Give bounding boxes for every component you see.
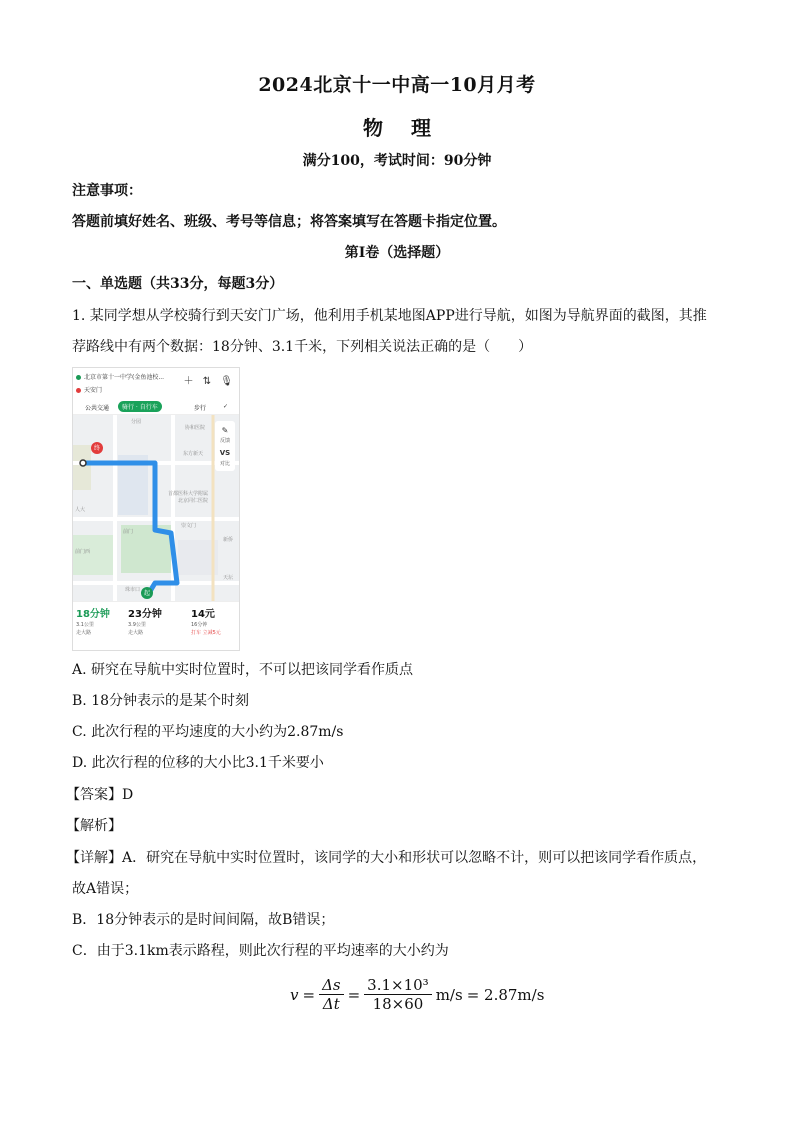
- start-marker-label: 起: [143, 590, 151, 597]
- side-tool-feedback: 反馈: [219, 438, 231, 444]
- answer: 【答案】D: [66, 787, 134, 803]
- mode-bike: 骑行 · 自行车: [118, 401, 162, 412]
- place-label: 前门西: [75, 549, 91, 555]
- option-d: D. 此次行程的位移的大小比3.1千米要小: [72, 755, 324, 771]
- place-label: 北京同仁医院: [178, 498, 209, 504]
- microphone-icon: 🎙: [220, 376, 233, 387]
- place-label: 崇文门: [181, 523, 197, 529]
- formula-equals: =: [347, 985, 361, 1004]
- exam-meta: 满分100，考试时间：90分钟: [302, 153, 492, 169]
- route-note: 打车 立减5元: [191, 630, 221, 636]
- map-search-panel: [73, 368, 239, 412]
- fraction-values: [364, 976, 432, 1013]
- place-label: 首都医科大学附属: [168, 491, 209, 497]
- formula-lhs: v: [290, 985, 299, 1004]
- route-note: 走大路: [76, 630, 92, 636]
- page-title: 2024北京十一中高一10月月考: [258, 74, 536, 96]
- place-label: 珠市口: [125, 587, 141, 593]
- map-view: [73, 415, 239, 601]
- detail-c: C．由于3.1km表示路程，则此次行程的平均速率的大小约为: [72, 943, 449, 959]
- fraction-denominator: 18×60: [372, 995, 424, 1013]
- place-label: 协和医院: [185, 425, 206, 431]
- detail-line2: 故A错误；: [72, 881, 139, 897]
- place-label: 分园: [131, 419, 142, 425]
- route-time: 18分钟: [76, 609, 110, 620]
- question-stem-line1: 1. 某同学想从学校骑行到天安门广场，他利用手机某地图APP进行导航，如图为导航界面的截图，其推: [72, 308, 707, 324]
- option-a: A. 研究在导航中实时位置时，不可以把该同学看作质点: [72, 662, 414, 678]
- route-distance: 3.9公里: [128, 622, 146, 628]
- map-to-row: [76, 385, 102, 394]
- route-time: 23分钟: [128, 609, 162, 620]
- check-icon: ✓: [223, 403, 229, 410]
- end-point: [80, 460, 86, 466]
- formula-result: = 2.87m/s: [466, 985, 545, 1004]
- mode-transit: 公共交通: [85, 405, 110, 412]
- notice-text: 答题前填好姓名、班级、考号等信息；将答案填写在答题卡指定位置。: [72, 214, 506, 230]
- part-title: 第I卷（选择题）: [344, 245, 450, 261]
- route-option-3: [191, 605, 221, 636]
- destination-dot-icon: [76, 388, 81, 393]
- analysis-label: 【解析】: [66, 818, 122, 834]
- section-title: 一、单选题（共33分，每题3分）: [72, 276, 284, 292]
- route-options: [73, 601, 239, 651]
- fraction-numerator: Δs: [319, 976, 344, 995]
- fraction-denominator: Δt: [322, 995, 340, 1013]
- question-stem-line2: 荐路线中有两个数据：18分钟、3.1千米，下列相关说法正确的是（ ）: [72, 339, 533, 355]
- swap-icon: ⇅: [202, 376, 212, 387]
- detail-line1: 【详解】A．研究在导航中实时位置时，该同学的大小和形状可以忽略不计，则可以把该同学看作质点，: [66, 850, 707, 866]
- travel-mode-bar: [73, 400, 239, 415]
- place-label: 前门: [123, 529, 134, 535]
- place-label: 新侨: [223, 537, 234, 543]
- side-tool-vs: VS: [219, 449, 231, 457]
- formula-unit: m/s: [435, 985, 463, 1004]
- option-b: B. 18分钟表示的是某个时刻: [72, 693, 250, 709]
- end-marker-label: 终: [93, 445, 101, 452]
- map-block: [73, 445, 91, 490]
- route-distance: 3.1公里: [76, 622, 94, 628]
- notice-label: 注意事项：: [72, 183, 142, 199]
- map-to-text: 天安门: [84, 387, 103, 394]
- speed-formula: [290, 976, 544, 1013]
- subject-title: 物理: [363, 116, 459, 140]
- map-svg: [73, 415, 239, 601]
- route-option-1: [76, 605, 110, 636]
- route-note: 走大路: [128, 630, 144, 636]
- option-c: C. 此次行程的平均速度的大小约为2.87m/s: [72, 724, 344, 740]
- map-from-text: 北京市第十一中学(金鱼池校...: [84, 374, 165, 381]
- place-label: 天坛: [223, 575, 234, 581]
- add-stop-icon: ＋: [183, 376, 194, 387]
- detail-b: B．18分钟表示的是时间间隔，故B错误；: [72, 912, 335, 928]
- navigation-screenshot: [72, 367, 240, 651]
- side-tool-compare: 对比: [219, 461, 231, 467]
- formula-equals: =: [302, 985, 316, 1004]
- route-distance: 16分钟: [191, 622, 208, 628]
- place-label: 东方新天: [183, 451, 204, 457]
- mode-walk: 步行: [194, 405, 207, 412]
- route-option-2: [128, 605, 162, 636]
- map-tools: [184, 372, 233, 387]
- fraction-ds-dt: [319, 976, 344, 1013]
- fraction-numerator: 3.1×10³: [364, 976, 432, 995]
- route-time: 14元: [191, 609, 215, 620]
- origin-dot-icon: [76, 375, 81, 380]
- place-label: 人大: [75, 507, 86, 513]
- pencil-icon: ✎: [221, 426, 229, 435]
- map-from-row: [76, 372, 164, 381]
- park-area: [73, 535, 113, 575]
